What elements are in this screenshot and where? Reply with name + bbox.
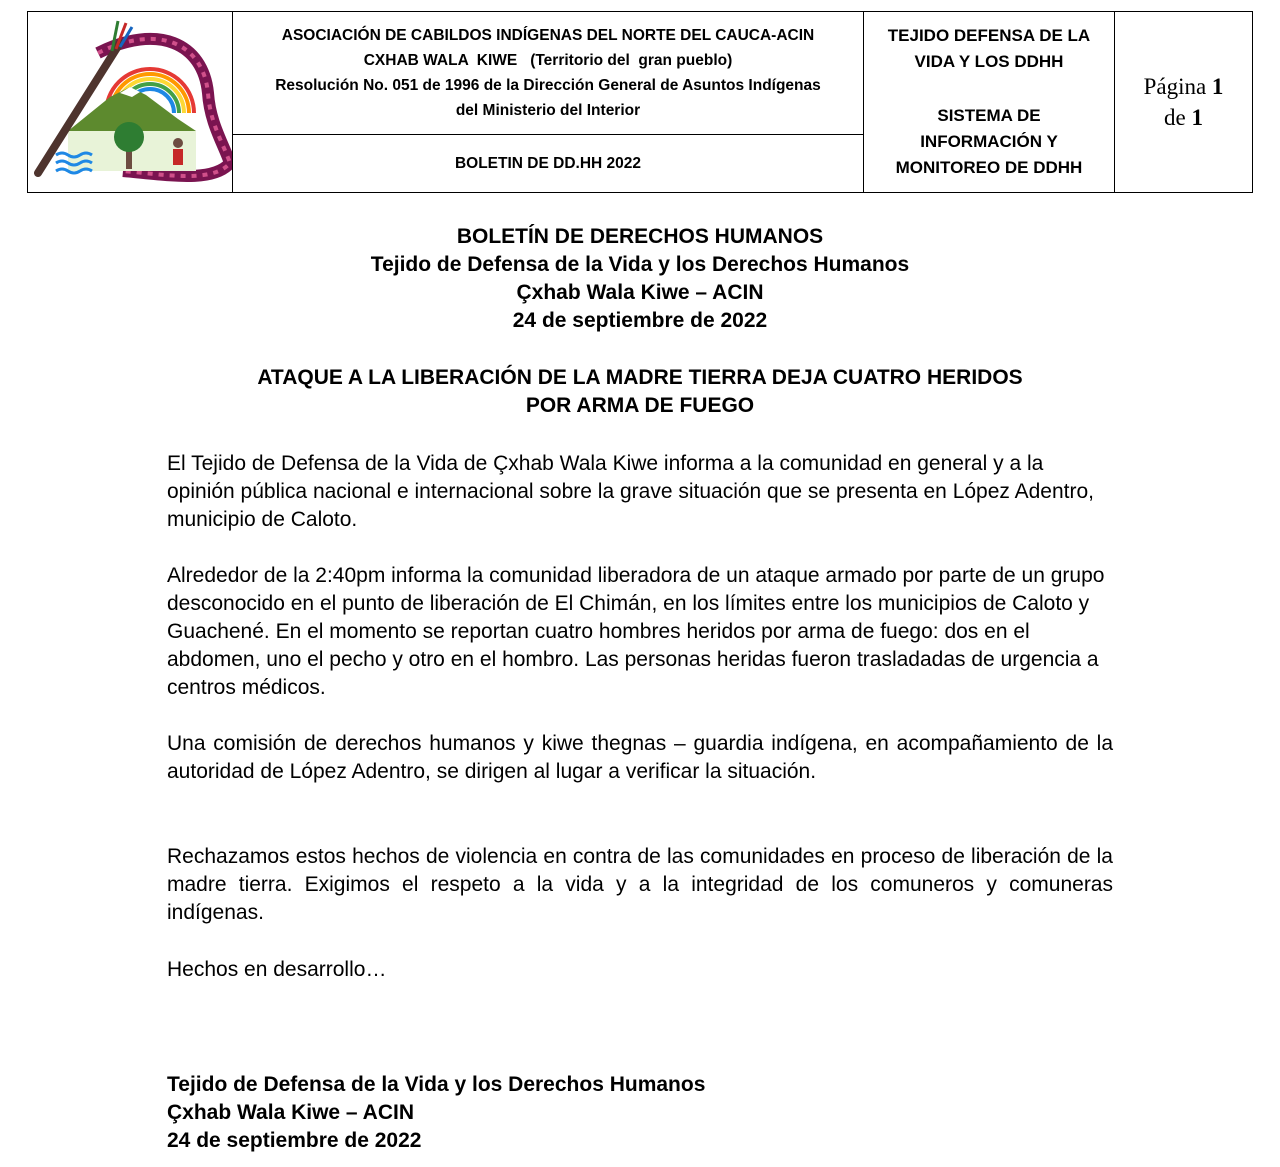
page-number — [1115, 12, 1253, 193]
tejido-line: TEJIDO DEFENSA DE LA — [887, 26, 1091, 45]
document-header — [27, 11, 1253, 193]
body-paragraph: El Tejido de Defensa de la Vida de Çxhab Wala Kiwe informa a la comunidad en general y a la opinión pública nacional e internacional sobre la grave situación que se presenta en López Adentro, municipio de Caloto. — [167, 452, 1094, 531]
org-line: ASOCIACIÓN DE CABILDOS INDÍGENAS DEL NORTE DEL CAUCA-ACIN — [281, 27, 815, 44]
org-line: del Ministerio del Interior — [455, 102, 641, 119]
page-label: Página — [1143, 74, 1207, 99]
headline-line: ATAQUE A LA LIBERACIÓN DE LA MADRE TIERRA DEJA CUATRO HERIDOS — [257, 366, 1023, 389]
tejido-info — [864, 12, 1115, 193]
boletin-label: BOLETIN DE DD.HH 2022 — [233, 135, 864, 193]
document-date: 24 de septiembre de 2022 — [512, 309, 768, 332]
signature-block — [167, 1071, 705, 1155]
document-subtitle: Tejido de Defensa de la Vida y los Derechos Humanos — [370, 253, 910, 276]
sistema-line: INFORMACIÓN Y — [920, 132, 1058, 151]
signature-line: Çxhab Wala Kiwe – ACIN — [167, 1101, 414, 1124]
acin-logo-icon — [28, 13, 232, 191]
page-current: 1 — [1211, 74, 1224, 99]
signature-line: 24 de septiembre de 2022 — [167, 1129, 422, 1152]
headline — [0, 364, 1280, 420]
body-paragraph: Hechos en desarrollo… — [167, 958, 387, 981]
tejido-line: VIDA Y LOS DDHH — [914, 52, 1064, 71]
body-paragraph: Alrededor de la 2:40pm informa la comunidad liberadora de un ataque armado por parte de un grupo desconocido en el punto de liberación de El Chimán, en los límites entre los municipios de Caloto y Guachené. En el momento se reportan cuatro hombres heridos por arma de fuego: dos en el abdomen, uno el pecho y otro en el hombro. Las personas heridas fueron trasladadas de urgencia a centros médicos. — [167, 564, 1105, 699]
page-of: de — [1164, 105, 1186, 130]
headline-line: POR ARMA DE FUEGO — [525, 394, 755, 417]
org-line: Resolución No. 051 de 1996 de la Dirección General de Asuntos Indígenas — [275, 77, 821, 94]
document-title-block — [0, 223, 1280, 335]
page-total: 1 — [1191, 105, 1203, 130]
sistema-line: MONITOREO DE DDHH — [895, 158, 1083, 177]
body-paragraph: Rechazamos estos hechos de violencia en contra de las comunidades en proceso de liberación de la madre tierra. Exigimos el respeto a la vida y a la integridad de los comuneros y comuneras indígenas. — [167, 845, 1113, 924]
org-line: CXHAB WALA KIWE (Territorio del gran pueblo) — [363, 52, 733, 69]
body-paragraph: Una comisión de derechos humanos y kiwe thegnas – guardia indígena, en acompañamiento de la autoridad de López Adentro, se dirigen al lugar a verificar la situación. — [167, 732, 1113, 783]
signature-line: Tejido de Defensa de la Vida y los Derechos Humanos — [167, 1073, 706, 1096]
document-title: BOLETÍN DE DERECHOS HUMANOS — [456, 225, 824, 248]
document-subtitle: Çxhab Wala Kiwe – ACIN — [516, 281, 764, 304]
logo-cell — [28, 12, 233, 193]
organization-info — [233, 12, 864, 135]
sistema-line: SISTEMA DE — [937, 106, 1041, 125]
